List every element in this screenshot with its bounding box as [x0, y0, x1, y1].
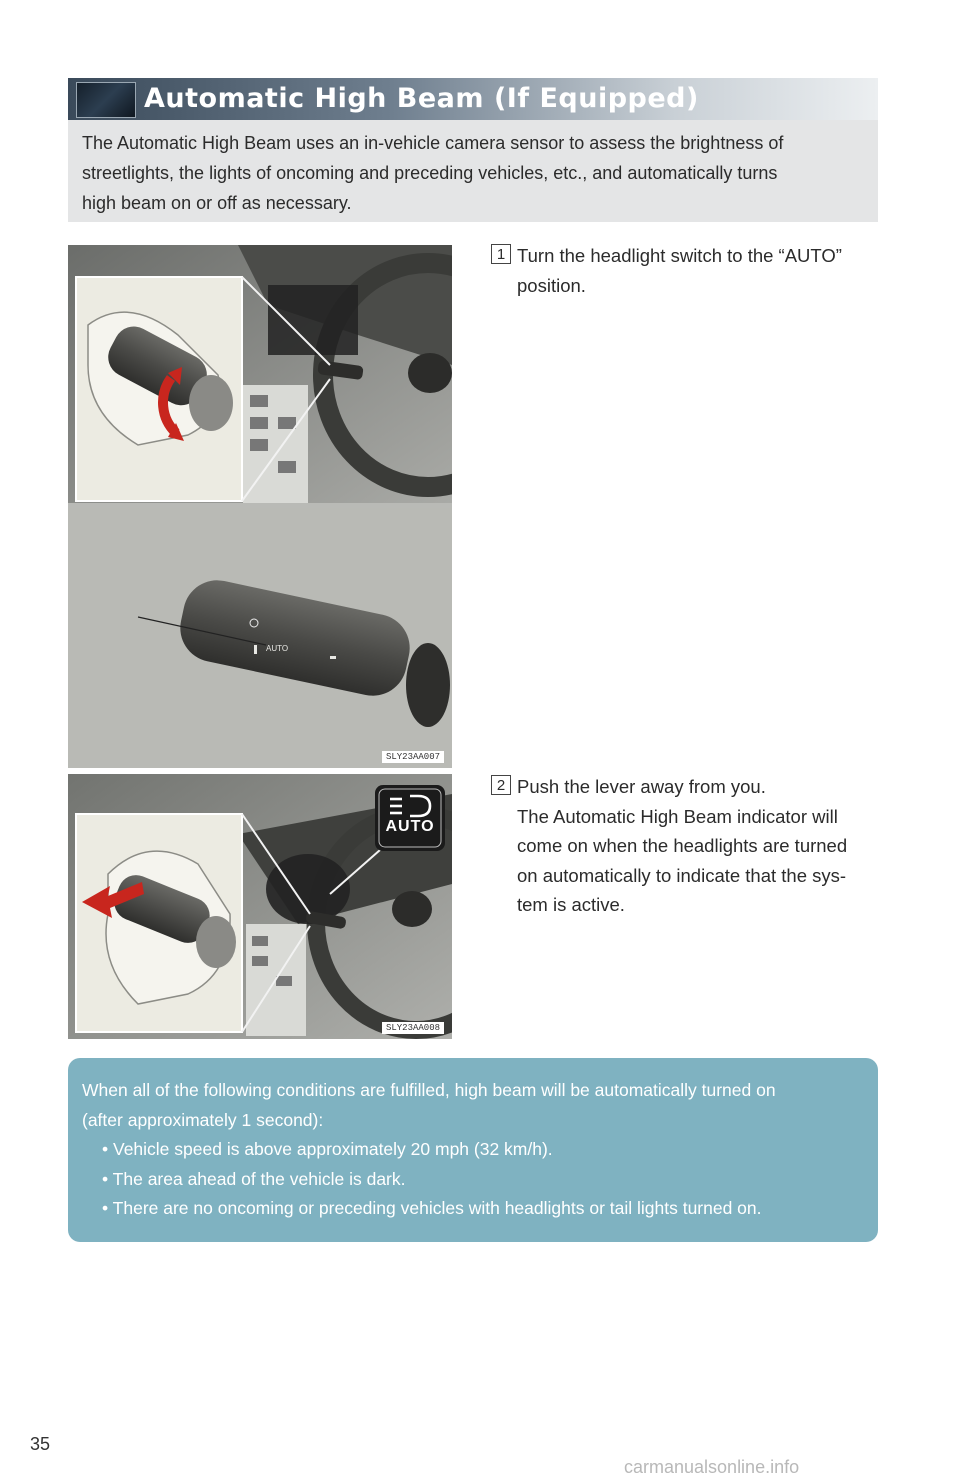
step-line: Push the lever away from you.	[517, 776, 766, 797]
step-number: 2	[491, 775, 511, 795]
note-list-item: • The area ahead of the vehicle is dark.	[102, 1168, 406, 1189]
figure-code: SLY23AA008	[382, 1022, 444, 1034]
figure-code: SLY23AA007	[382, 751, 444, 763]
conditions-note-box	[68, 1058, 878, 1242]
section-title: Automatic High Beam (If Equipped)	[144, 83, 699, 114]
step-1	[491, 241, 886, 300]
step-line: position.	[517, 274, 586, 296]
intro-box	[68, 120, 878, 222]
note-intro-line: When all of the following conditions are fulfilled, high beam will be automatically turned on	[82, 1080, 776, 1100]
step-number: 1	[491, 244, 511, 264]
section-header	[68, 78, 878, 120]
note-text	[82, 1076, 872, 1224]
intro-line: streetlights, the lights of oncoming and preceding vehicles, etc., and automatically turns	[82, 163, 778, 183]
step-text	[517, 772, 886, 920]
step-line: come on when the headlights are turned	[517, 835, 848, 856]
step-line: Turn the headlight switch to the “AUTO”	[517, 245, 842, 266]
intro-line: The Automatic High Beam uses an in-vehicle camera sensor to assess the brightness of	[82, 133, 784, 153]
svg-text:AUTO: AUTO	[266, 644, 289, 653]
note-intro-line: (after approximately 1 second):	[82, 1109, 324, 1130]
header-thumbnail	[76, 82, 136, 118]
figure-push-lever	[68, 774, 452, 1039]
note-list-item: • There are no oncoming or preceding vehicles with headlights or tail lights turned on.	[102, 1198, 762, 1218]
auto-indicator-label: AUTO	[385, 818, 435, 835]
step-line: tem is active.	[517, 894, 625, 915]
intro-text	[82, 128, 866, 218]
figure-headlight-switch	[68, 245, 452, 768]
push-lever-illustration	[68, 774, 452, 1039]
headlight-switch-illustration	[68, 245, 452, 768]
intro-line: high beam on or off as necessary.	[82, 193, 352, 213]
step-line: The Automatic High Beam indicator will	[517, 805, 838, 827]
watermark: carmanualsonline.info	[624, 1457, 800, 1477]
step-text	[517, 241, 886, 300]
note-list-item: • Vehicle speed is above approximately 20 mph (32 km/h).	[102, 1139, 553, 1159]
step-line: on automatically to indicate that the sys-	[517, 864, 847, 886]
step-2	[491, 772, 886, 920]
page-number: 35	[30, 1434, 51, 1454]
